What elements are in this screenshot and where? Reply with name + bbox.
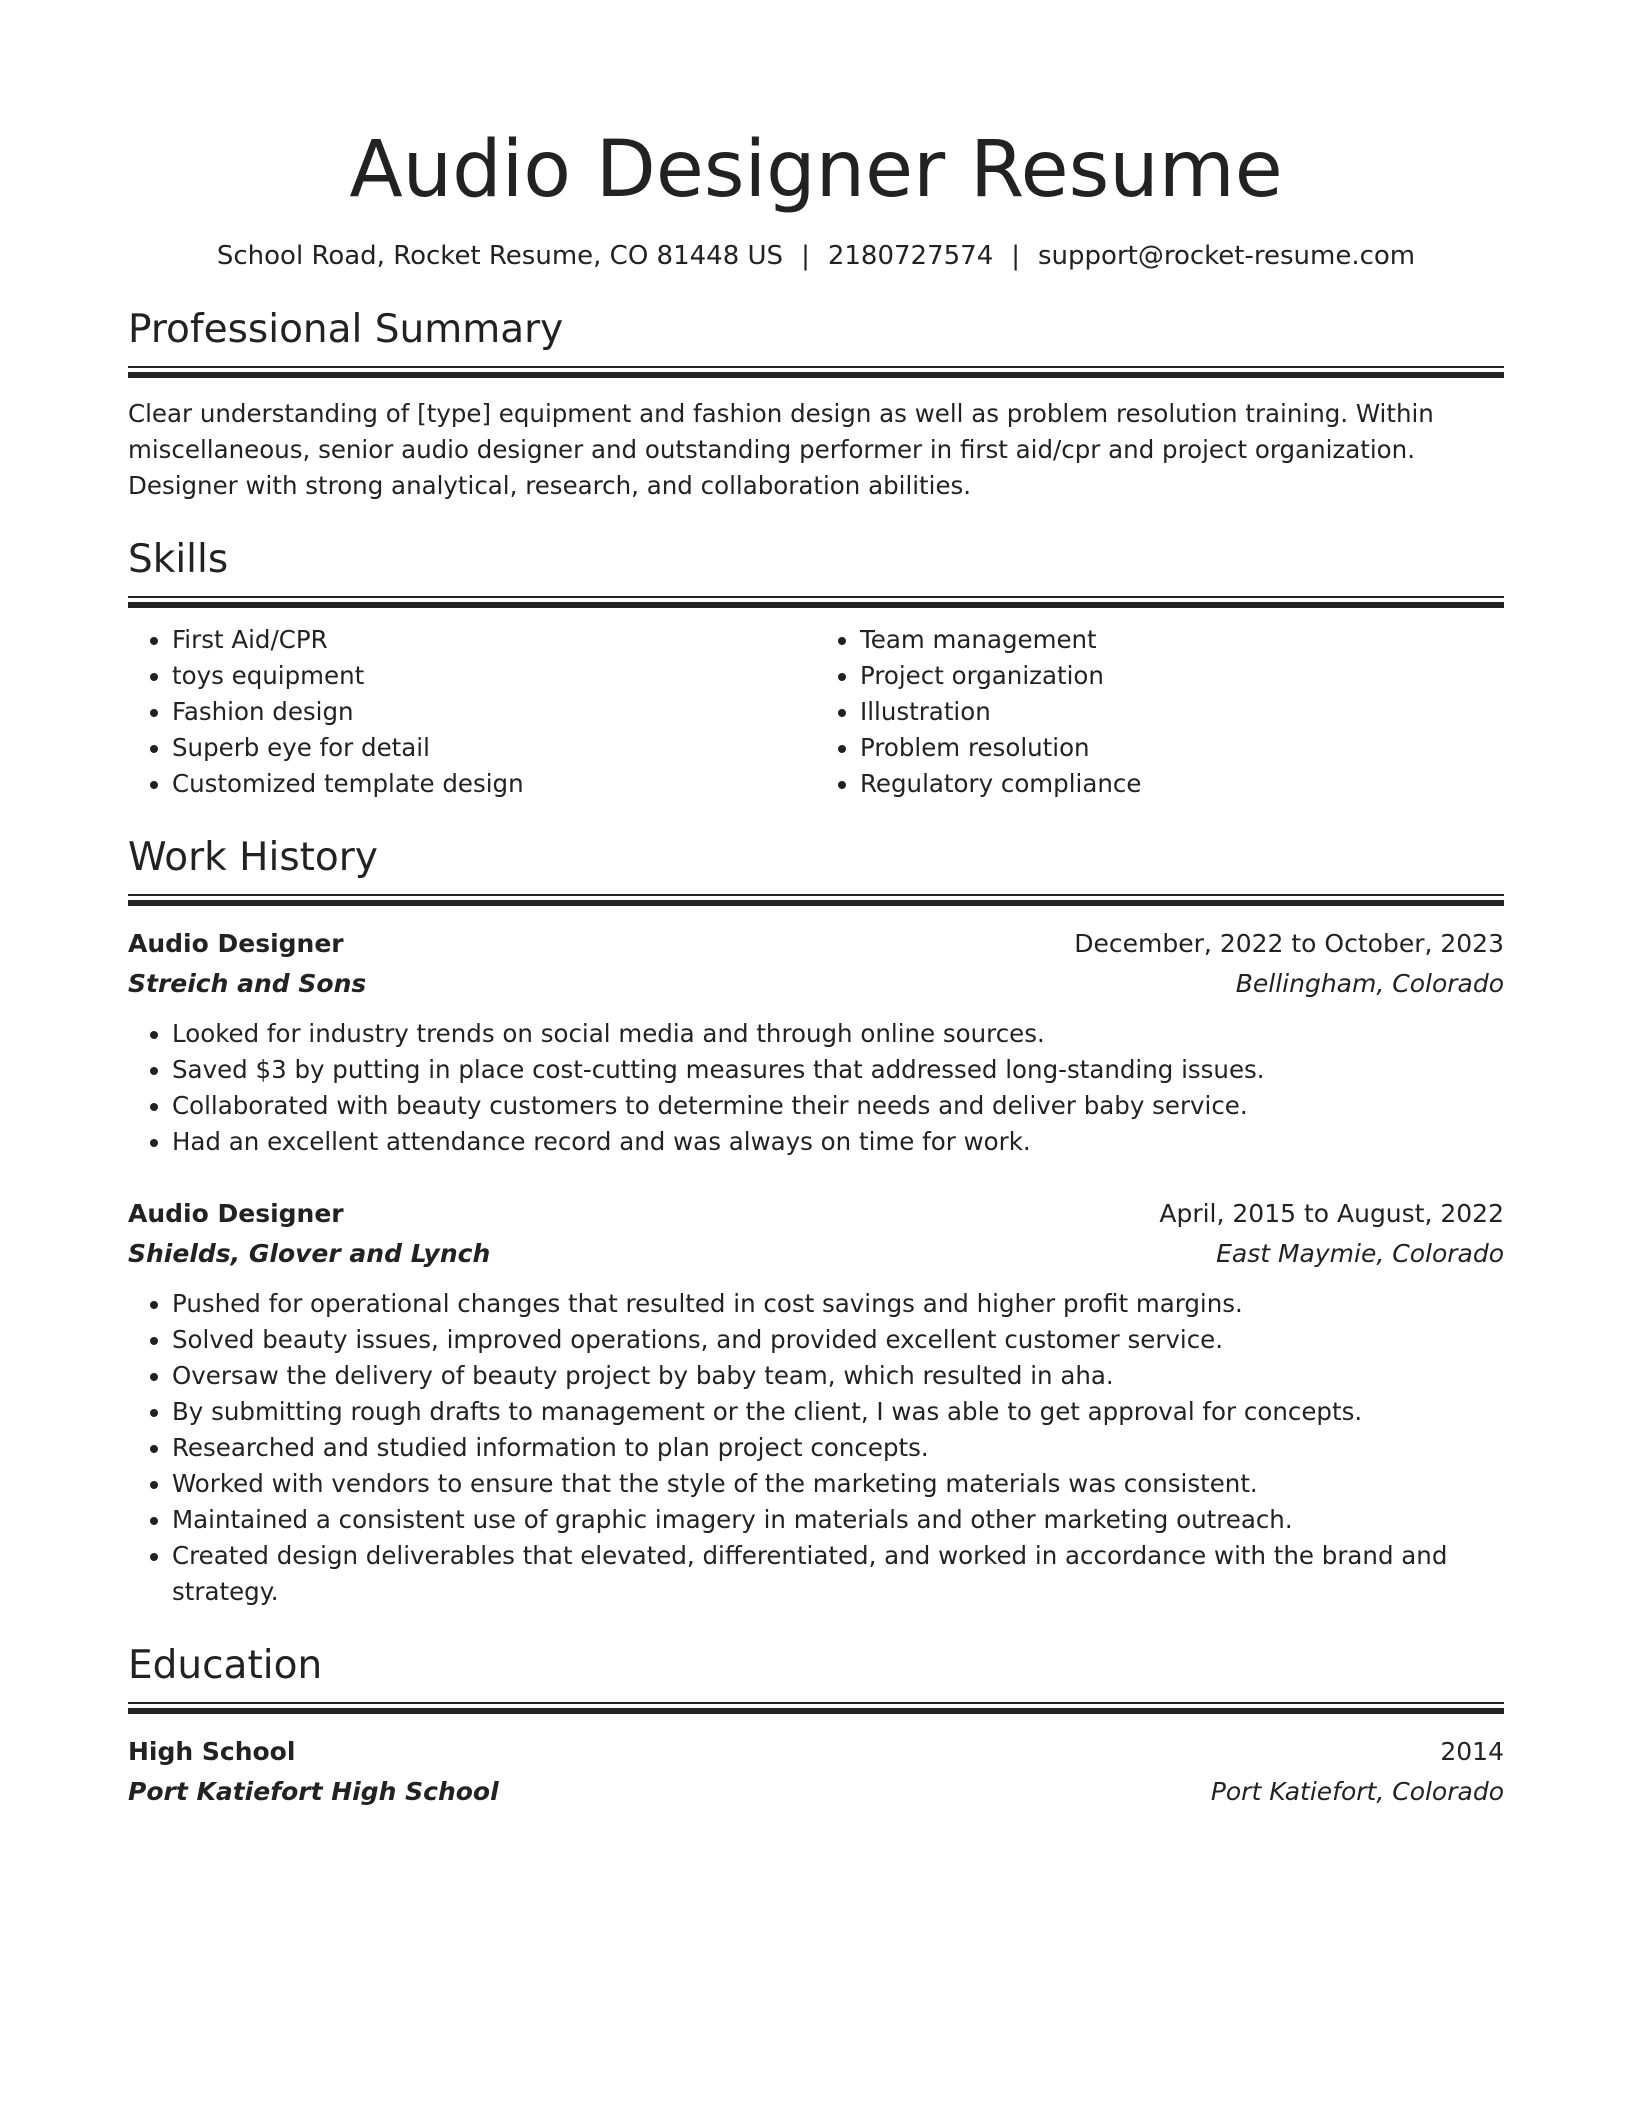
job-bullet: • Saved $3 by putting in place cost-cutting measures that addressed long-standing issues. — [172, 1052, 1504, 1088]
job-location: East Maymie, Colorado — [1216, 1239, 1504, 1268]
education-year: 2014 — [1440, 1737, 1504, 1766]
job-bullet: • Oversaw the delivery of beauty project by baby team, which resulted in aha. — [172, 1358, 1504, 1394]
skill-item: • First Aid/CPR — [172, 622, 816, 658]
education-subheader — [128, 1772, 1504, 1812]
skills-columns — [128, 622, 1504, 802]
work-section — [128, 832, 1504, 1610]
job-bullet: • Looked for industry trends on social media and through online sources. — [172, 1016, 1504, 1052]
contact-address: School Road, Rocket Resume, CO 81448 US — [216, 241, 784, 271]
skill-item: • Project organization — [860, 658, 1504, 694]
job-bullet: • Solved beauty issues, improved operations, and provided excellent customer service. — [172, 1322, 1504, 1358]
contact-separator: | — [801, 241, 810, 271]
education-degree: High School — [128, 1737, 296, 1766]
job-bullet: • Collaborated with beauty customers to determine their needs and deliver baby service. — [172, 1088, 1504, 1124]
section-divider — [128, 366, 1504, 378]
skill-item: • Regulatory compliance — [860, 766, 1504, 802]
job-bullet: • Maintained a consistent use of graphic imagery in materials and other marketing outreach. — [172, 1502, 1504, 1538]
skills-section — [128, 534, 1504, 802]
education-header — [128, 1732, 1504, 1772]
job-location: Bellingham, Colorado — [1235, 969, 1504, 998]
work-heading: Work History — [128, 835, 378, 880]
job-entry — [128, 924, 1504, 1160]
contact-phone: 2180727574 — [827, 241, 994, 271]
job-title: Audio Designer — [128, 929, 344, 958]
job-bullet: • Created design deliverables that elevated, differentiated, and worked in accordance with the brand and strategy. — [172, 1538, 1504, 1610]
skill-item: • Fashion design — [172, 694, 816, 730]
job-header — [128, 1194, 1504, 1234]
summary-text: Clear understanding of [type] equipment and fashion design as well as problem resolution training. Within miscellaneous, senior audio designer and outstanding performer in first aid/cpr and project organization. Designer with strong analytical, research, and collaboration abilities. — [128, 399, 1434, 500]
contact-email: support@rocket-resume.com — [1038, 241, 1416, 271]
job-company: Streich and Sons — [128, 969, 367, 998]
skills-heading: Skills — [128, 537, 229, 582]
job-bullet: • Researched and studied information to plan project concepts. — [172, 1430, 1504, 1466]
job-bullet: • Had an excellent attendance record and was always on time for work. — [172, 1124, 1504, 1160]
education-entry — [128, 1732, 1504, 1812]
skills-list-left — [128, 622, 816, 802]
skill-item: • Problem resolution — [860, 730, 1504, 766]
job-bullets — [128, 1016, 1504, 1160]
job-dates: December, 2022 to October, 2023 — [1074, 929, 1504, 958]
section-divider — [128, 596, 1504, 608]
job-bullet: • Pushed for operational changes that resulted in cost savings and higher profit margins. — [172, 1286, 1504, 1322]
contact-separator: | — [1011, 241, 1021, 271]
skill-item: • Illustration — [860, 694, 1504, 730]
education-location: Port Katiefort, Colorado — [1210, 1777, 1504, 1806]
skill-item: • Team management — [860, 622, 1504, 658]
education-section — [128, 1640, 1504, 1812]
job-title: Audio Designer — [128, 1199, 344, 1228]
job-subheader — [128, 1234, 1504, 1274]
resume-title: Audio Designer Resume — [349, 125, 1283, 215]
education-heading: Education — [128, 1643, 323, 1688]
summary-section — [128, 304, 1504, 504]
summary-heading: Professional Summary — [128, 307, 564, 352]
education-school: Port Katiefort High School — [128, 1777, 499, 1806]
job-subheader — [128, 964, 1504, 1004]
contact-line — [128, 238, 1504, 274]
section-divider — [128, 1702, 1504, 1714]
job-bullets — [128, 1286, 1504, 1610]
section-divider — [128, 894, 1504, 906]
job-entry — [128, 1194, 1504, 1610]
job-dates: April, 2015 to August, 2022 — [1159, 1199, 1504, 1228]
job-company: Shields, Glover and Lynch — [128, 1239, 491, 1268]
skill-item: • Customized template design — [172, 766, 816, 802]
job-header — [128, 924, 1504, 964]
skills-list-right — [816, 622, 1504, 802]
skill-item: • Superb eye for detail — [172, 730, 816, 766]
skill-item: • toys equipment — [172, 658, 816, 694]
job-bullet: • Worked with vendors to ensure that the style of the marketing materials was consistent. — [172, 1466, 1504, 1502]
job-bullet: • By submitting rough drafts to management or the client, I was able to get approval for concepts. — [172, 1394, 1504, 1430]
